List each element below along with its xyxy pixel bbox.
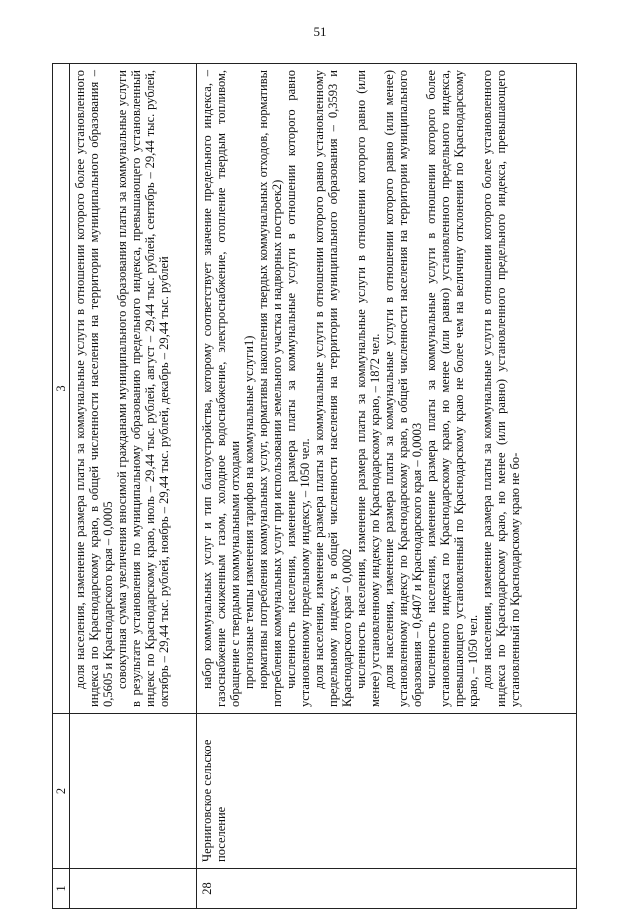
continuation-paragraph: доля населения, изменение размера платы за коммунальные услуги в отношении которого более установленного индекса по Краснодарскому краю, в общей численности населения на территории муниципального образования – 0,5605 и Краснодарского края – 0,0005 — [73, 70, 115, 707]
row-paragraph: численность населения, изменение размера платы за коммунальные услуги в отношении которого более установленного индекса по Краснодарскому краю, но менее (или равно) установленного предельного индекса, превышающего установленный по Краснодарскому краю не более чем на величину отклонения по Краснодарскому краю, – 1050 чел. — [424, 70, 480, 707]
row-paragraph: прогнозные темпы изменения тарифов на коммунальные услуги1) — [242, 335, 256, 689]
header-row — [53, 64, 70, 909]
row-paragraph: нормативы потребления коммунальных услуг, нормативы накопления твердых коммунальных отходов, нормативы потребления коммунальных услуг при использовании земельного участка и надворных построек2) — [256, 70, 284, 707]
row-paragraph: доля населения, изменение размера платы за коммунальные услуги в отношении которого равно установленному предельному индексу, в общей численности населения на территории муниципального образования – 0,3593 и Краснодарского края – 0,0002 — [312, 70, 354, 707]
table-row — [197, 64, 577, 909]
continuation-row — [70, 64, 197, 909]
continuation-paragraph: совокупная сумма увеличения вносимой гражданами муниципального образования платы за коммунальные услуги в результате установления по муниципальному образованию предельного индекса, превышающего установленный индекс по Краснодарскому краю, июль – 29,44 тыс. рублей, август – 29,44 тыс. рублей, сентябрь – 29,44 тыс. рублей, октябрь – 29,44 тыс. рублей, ноябрь – 29,44 тыс. рублей, декабрь – 29,44 тыс. рублей — [115, 70, 171, 707]
continuation-text-cell — [70, 64, 197, 714]
header-col-1: 1 — [53, 869, 70, 909]
row-paragraph: доля населения, изменение размера платы за коммунальные услуги в отношении которого более установленного индекса по Краснодарскому краю, но менее (или равно) установленного предельного индекса, превышающего установленный по Краснодарскому краю не бо- — [480, 70, 522, 707]
rotated-table-frame — [52, 64, 577, 909]
row-paragraph: численность населения, изменение размера платы за коммунальные услуги в отношении которого равно установленному предельному индексу, – 1050 чел. — [284, 70, 312, 707]
page-number: 51 — [313, 24, 327, 39]
header-col-2: 2 — [53, 714, 70, 869]
row-paragraph: численность населения, изменение размера платы за коммунальные услуги в отношении которого равно (или менее) установленному индексу по Краснодарскому краю, – 1872 чел. — [354, 70, 382, 707]
continuation-name-cell — [70, 714, 197, 869]
row-paragraph: набор коммунальных услуг и тип благоустройства, которому соответствует значение предельного индекса, – газоснабжение сжиженным газом, холодное водоснабжение, электроснабжение, отопление твердым топливом, обращение с твердыми коммунальными отходами — [200, 70, 242, 707]
settlement-name: Черниговское сельское поселение — [197, 714, 577, 869]
row-text-cell — [197, 64, 577, 714]
row-number: 28 — [197, 869, 577, 909]
continuation-number-cell — [70, 869, 197, 909]
index-table — [52, 63, 577, 909]
row-paragraph: доля населения, изменение размера платы за коммунальные услуги в отношении которого равно (или менее) установленному индексу по Краснодарскому краю, в общей численности населения на территории муниципального образования – 0,6407 и Краснодарского края – 0,0003 — [382, 70, 424, 707]
header-col-3: 3 — [53, 64, 70, 714]
